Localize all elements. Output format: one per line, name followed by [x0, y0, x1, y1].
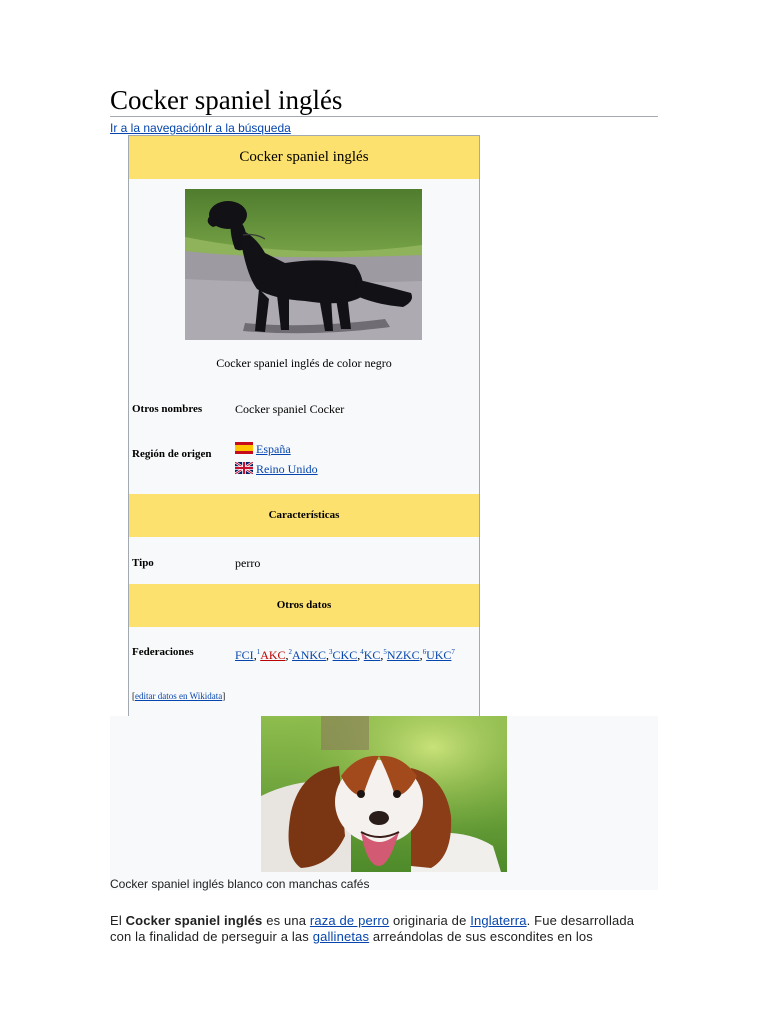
separator: , — [380, 648, 384, 662]
separator: , — [357, 648, 361, 662]
bracket-close: ] — [222, 691, 226, 701]
ref-4[interactable]: 4 — [360, 648, 364, 656]
federation-link[interactable]: ANKC — [292, 648, 327, 662]
wikidata-edit — [132, 690, 225, 702]
infobox — [128, 135, 480, 718]
uk-flag-icon — [235, 462, 253, 474]
federaciones-label: Federaciones — [132, 646, 194, 658]
text: arreándolas de sus escondites en los — [369, 929, 593, 944]
bracket-open: [ — [132, 691, 135, 701]
federaciones-list — [235, 645, 455, 662]
federation-link[interactable]: FCI — [235, 648, 254, 662]
brown-white-cocker-photo[interactable] — [261, 716, 507, 872]
spain-flag-icon — [235, 442, 253, 454]
infobox-caption: Cocker spaniel inglés de color negro — [216, 356, 392, 370]
bold-term: Cocker spaniel inglés — [125, 913, 263, 928]
otros-nombres-label: Otros nombres — [132, 403, 203, 415]
ref-5[interactable]: 5 — [383, 648, 387, 656]
ref-6[interactable]: 6 — [422, 648, 427, 656]
separator: , — [326, 648, 330, 662]
uk-link[interactable]: Reino Unido — [256, 462, 318, 476]
separator: , — [253, 648, 257, 662]
black-cocker-photo[interactable] — [185, 189, 422, 340]
text: . Fue desarrollada con la finalidad de perseguir a las — [110, 913, 635, 944]
otros-nombres-value: Cocker spaniel Cocker — [235, 402, 345, 416]
federation-link[interactable]: NZKC — [386, 648, 420, 662]
infobox-title: Cocker spaniel inglés — [129, 136, 479, 179]
ref-3[interactable]: 3 — [329, 648, 333, 656]
federation-link[interactable]: UKC — [426, 648, 452, 662]
jump-links — [110, 121, 291, 135]
ref-2[interactable]: 2 — [288, 648, 293, 656]
federation-link-missing[interactable]: AKC — [260, 648, 286, 662]
raza-de-perro-link[interactable]: raza de perro — [309, 913, 390, 928]
text: originaria de — [389, 913, 471, 928]
text: El — [110, 913, 126, 928]
inglaterra-link[interactable]: Inglaterra — [470, 913, 527, 928]
federation-link[interactable]: CKC — [332, 648, 358, 662]
tipo-value: perro — [235, 556, 261, 570]
spain-link[interactable]: España — [256, 442, 291, 456]
jump-to-search-link[interactable]: Ir a la búsqueda — [204, 121, 291, 135]
section-otros-datos: Otros datos — [129, 584, 479, 627]
text: es una — [262, 913, 310, 928]
separator: , — [285, 648, 289, 662]
intro-paragraph — [110, 913, 658, 945]
tipo-label: Tipo — [132, 557, 154, 569]
jump-to-navigation-link[interactable]: Ir a la navegación — [110, 121, 205, 135]
page-title: Cocker spaniel inglés — [110, 84, 658, 117]
region-item-uk — [235, 462, 318, 476]
region-label: Región de origen — [132, 448, 212, 460]
ref-1[interactable]: 1 — [256, 648, 261, 656]
separator: , — [419, 648, 423, 662]
thumbnail-figure — [110, 716, 658, 890]
section-caracteristicas: Características — [129, 494, 479, 537]
wikidata-edit-link[interactable]: editar datos en Wikidata — [135, 691, 223, 701]
federation-link[interactable]: KC — [363, 648, 381, 662]
ref-7[interactable]: 7 — [451, 648, 455, 656]
thumbnail-caption: Cocker spaniel inglés blanco con manchas cafés — [110, 877, 370, 891]
gallinetas-link[interactable]: gallinetas — [312, 929, 370, 944]
region-item-spain — [235, 442, 291, 456]
